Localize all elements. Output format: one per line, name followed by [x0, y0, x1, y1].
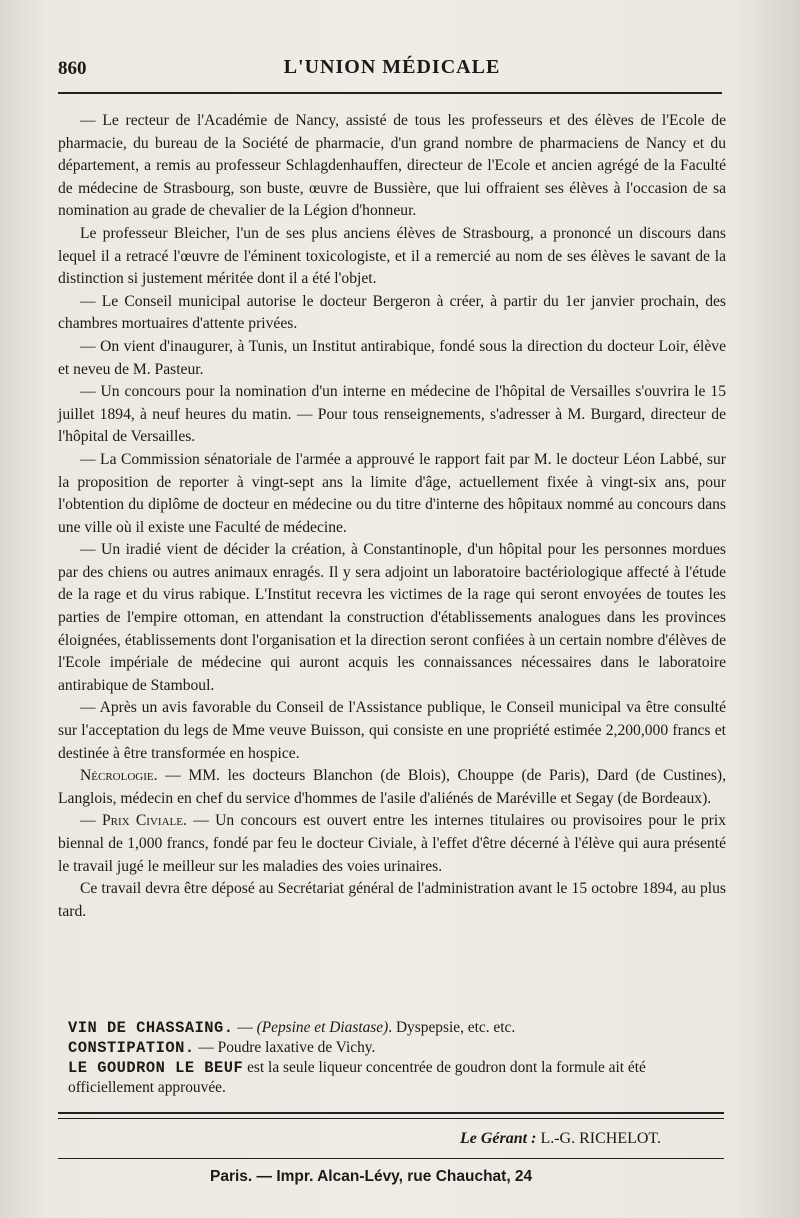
header-rule: [58, 92, 722, 94]
paragraph: — Un iradié vient de décider la création, à Constantinople, d'un hôpital pour les personnes mordues par des chiens ou autres animaux enragés. Il y sera adjoint un laboratoire bactériologique affecté à l'étude de la rage et du virus rabique. L'Institut recevra les victimes de la rage qui seront envoyées de toutes les parties de l'empire ottoman, en attendant la construction d'établissements analogues dans les provinces éloignées, établissements dont l'organisation et la direction seront confiées à un certain nombre d'élèves de l'Ecole impériale de médecine qui auront acquis les connaissances nécessaires dans le laboratoire antirabique de Stamboul.: [58, 541, 726, 694]
ad-text: — Poudre laxative de Vichy.: [194, 1039, 376, 1056]
prix-prefix: —: [80, 812, 102, 830]
page-number: 860: [58, 58, 87, 79]
prix-text: — Un concours est ouvert entre les internes titulaires ou provisoires pour le prix biennal de 1,000 francs, fondé par feu le docteur Civiale, à l'effet d'être décerné à l'élève qui aura présenté le travail jugé le meilleur sur les maladies des voies urinaires.: [58, 812, 726, 875]
gerant-signature: [460, 1130, 661, 1148]
ad-title: VIN DE CHASSAING.: [68, 1019, 234, 1037]
paragraph: — Le recteur de l'Académie de Nancy, assisté de tous les professeurs et des élèves de l'Ecole de pharmacie, du bureau de la Société de pharmacie, d'un grand nombre de pharmaciens de Nancy et du département, a remis au professeur Schlagdenhauffen, directeur de l'Ecole et ancien agrégé de la Faculté de médecine de Strasbourg, son buste, œuvre de Bussière, que lui offraient ses élèves à l'occasion de sa nomination au grade de chevalier de la Légion d'honneur.: [58, 112, 726, 220]
ad-title: CONSTIPATION.: [68, 1039, 195, 1057]
ad-italic: (Pepsine et Diastase): [256, 1019, 389, 1036]
prix-label: Prix Civiale.: [101, 812, 187, 830]
prix-paragraph: [58, 810, 726, 878]
ad-text: —: [233, 1019, 257, 1036]
advertisements: [68, 1018, 728, 1097]
printer-imprint: Paris. — Impr. Alcan-Lévy, rue Chauchat, 24: [210, 1168, 533, 1185]
page-header: [58, 56, 726, 86]
paragraph: — Le Conseil municipal autorise le docteur Bergeron à créer, à partir du 1er janvier prochain, des chambres mortuaires d'attente privées.: [58, 292, 726, 333]
paragraph: Le professeur Bleicher, l'un de ses plus anciens élèves de Strasbourg, a prononcé un discours dans lequel il a retracé l'œuvre de l'éminent toxicologiste, et il a remercié au nom de ses élèves le savant de la distinction si justement méritée dont il a été l'objet.: [58, 224, 726, 288]
article-body: [58, 110, 726, 923]
ad-item: [68, 1018, 728, 1038]
ad-title: LE GOUDRON LE BEUF: [68, 1059, 244, 1077]
necrologie-text: — MM. les docteurs Blanchon (de Blois), Chouppe (de Paris), Dard (de Custines), Langlois, médecin en chef du service d'hommes de l'asile d'aliénés de Maréville et Segay (de Bordeaux).: [58, 767, 726, 807]
footer-rule: [58, 1118, 724, 1119]
ad-item: [68, 1058, 728, 1097]
printer-rule: [58, 1158, 724, 1159]
ad-item: [68, 1038, 728, 1058]
paragraph: — Après un avis favorable du Conseil de l'Assistance publique, le Conseil municipal va être consulté sur l'acceptation du legs de Mme veuve Buisson, qui consiste en une propriété estimée 2,200,000 francs et destinée à être transformée en hospice.: [58, 699, 726, 762]
paragraph: — Un concours pour la nomination d'un interne en médecine de l'hôpital de Versailles s'ouvrira le 15 juillet 1894, à neuf heures du matin. — Pour tous renseignements, s'adresser à M. Burgard, directeur de l'hôpital de Versailles.: [58, 383, 726, 446]
closing-paragraph: Ce travail devra être déposé au Secrétariat général de l'administration avant le 15 octobre 1894, au plus tard.: [58, 880, 726, 920]
ad-rest: . Dyspepsie, etc. etc.: [388, 1019, 516, 1036]
necrologie-label: Nécrologie.: [80, 767, 158, 785]
gerant-label: Le Gérant :: [460, 1130, 537, 1147]
paragraph: — La Commission sénatoriale de l'armée a approuvé le rapport fait par M. le docteur Léon Labbé, sur la proposition de reporter à vingt-sept ans la limite d'âge, actuellement fixée à vingt-six ans, pour l'obtention du diplôme de docteur en médecine ou du titre d'interne des hôpitaux nommé au concours dans une ville où il existe une Faculté de médecine.: [58, 450, 726, 536]
ad-text: est la seule liqueur concentrée de goudron dont la formule ait été officiellement approuvée.: [68, 1059, 646, 1096]
footer-rule: [58, 1112, 724, 1114]
necrologie-paragraph: [58, 765, 726, 810]
gerant-name: L.-G. RICHELOT.: [536, 1130, 662, 1147]
paragraph: — On vient d'inaugurer, à Tunis, un Institut antirabique, fondé sous la direction du docteur Loir, élève et neveu de M. Pasteur.: [58, 337, 726, 378]
journal-title: L'UNION MÉDICALE: [283, 56, 501, 78]
